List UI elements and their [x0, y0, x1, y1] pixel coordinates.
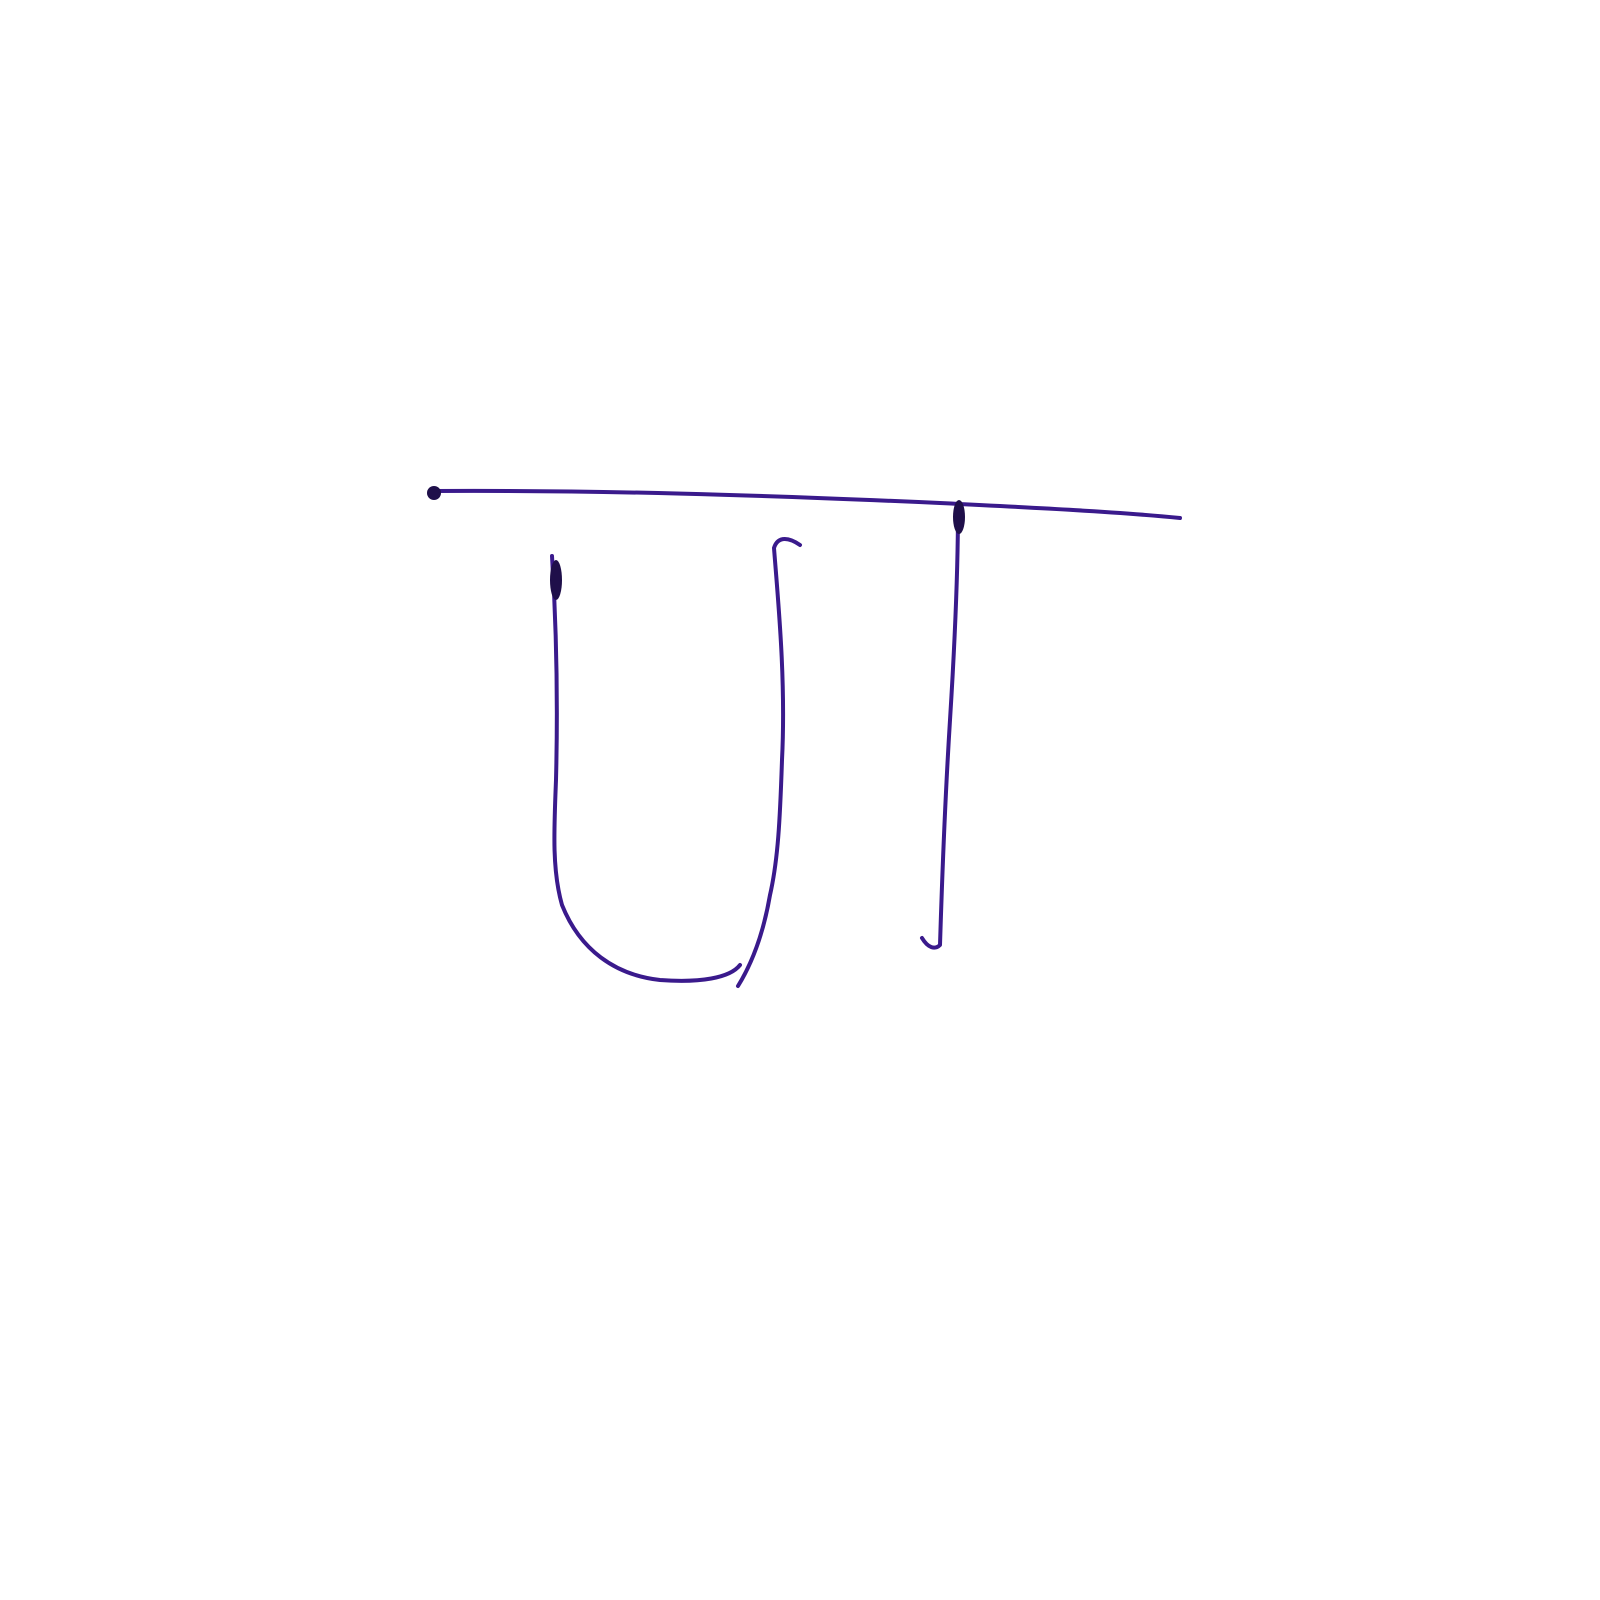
t-stem-stroke — [922, 508, 958, 948]
u-left-stroke — [552, 556, 740, 981]
ink-dot-top-left — [427, 486, 441, 500]
u-right-stroke — [738, 539, 800, 986]
top-bar-stroke — [432, 491, 1180, 518]
ink-blot-t-top — [953, 500, 965, 534]
ink-blot-u-top — [550, 560, 562, 600]
